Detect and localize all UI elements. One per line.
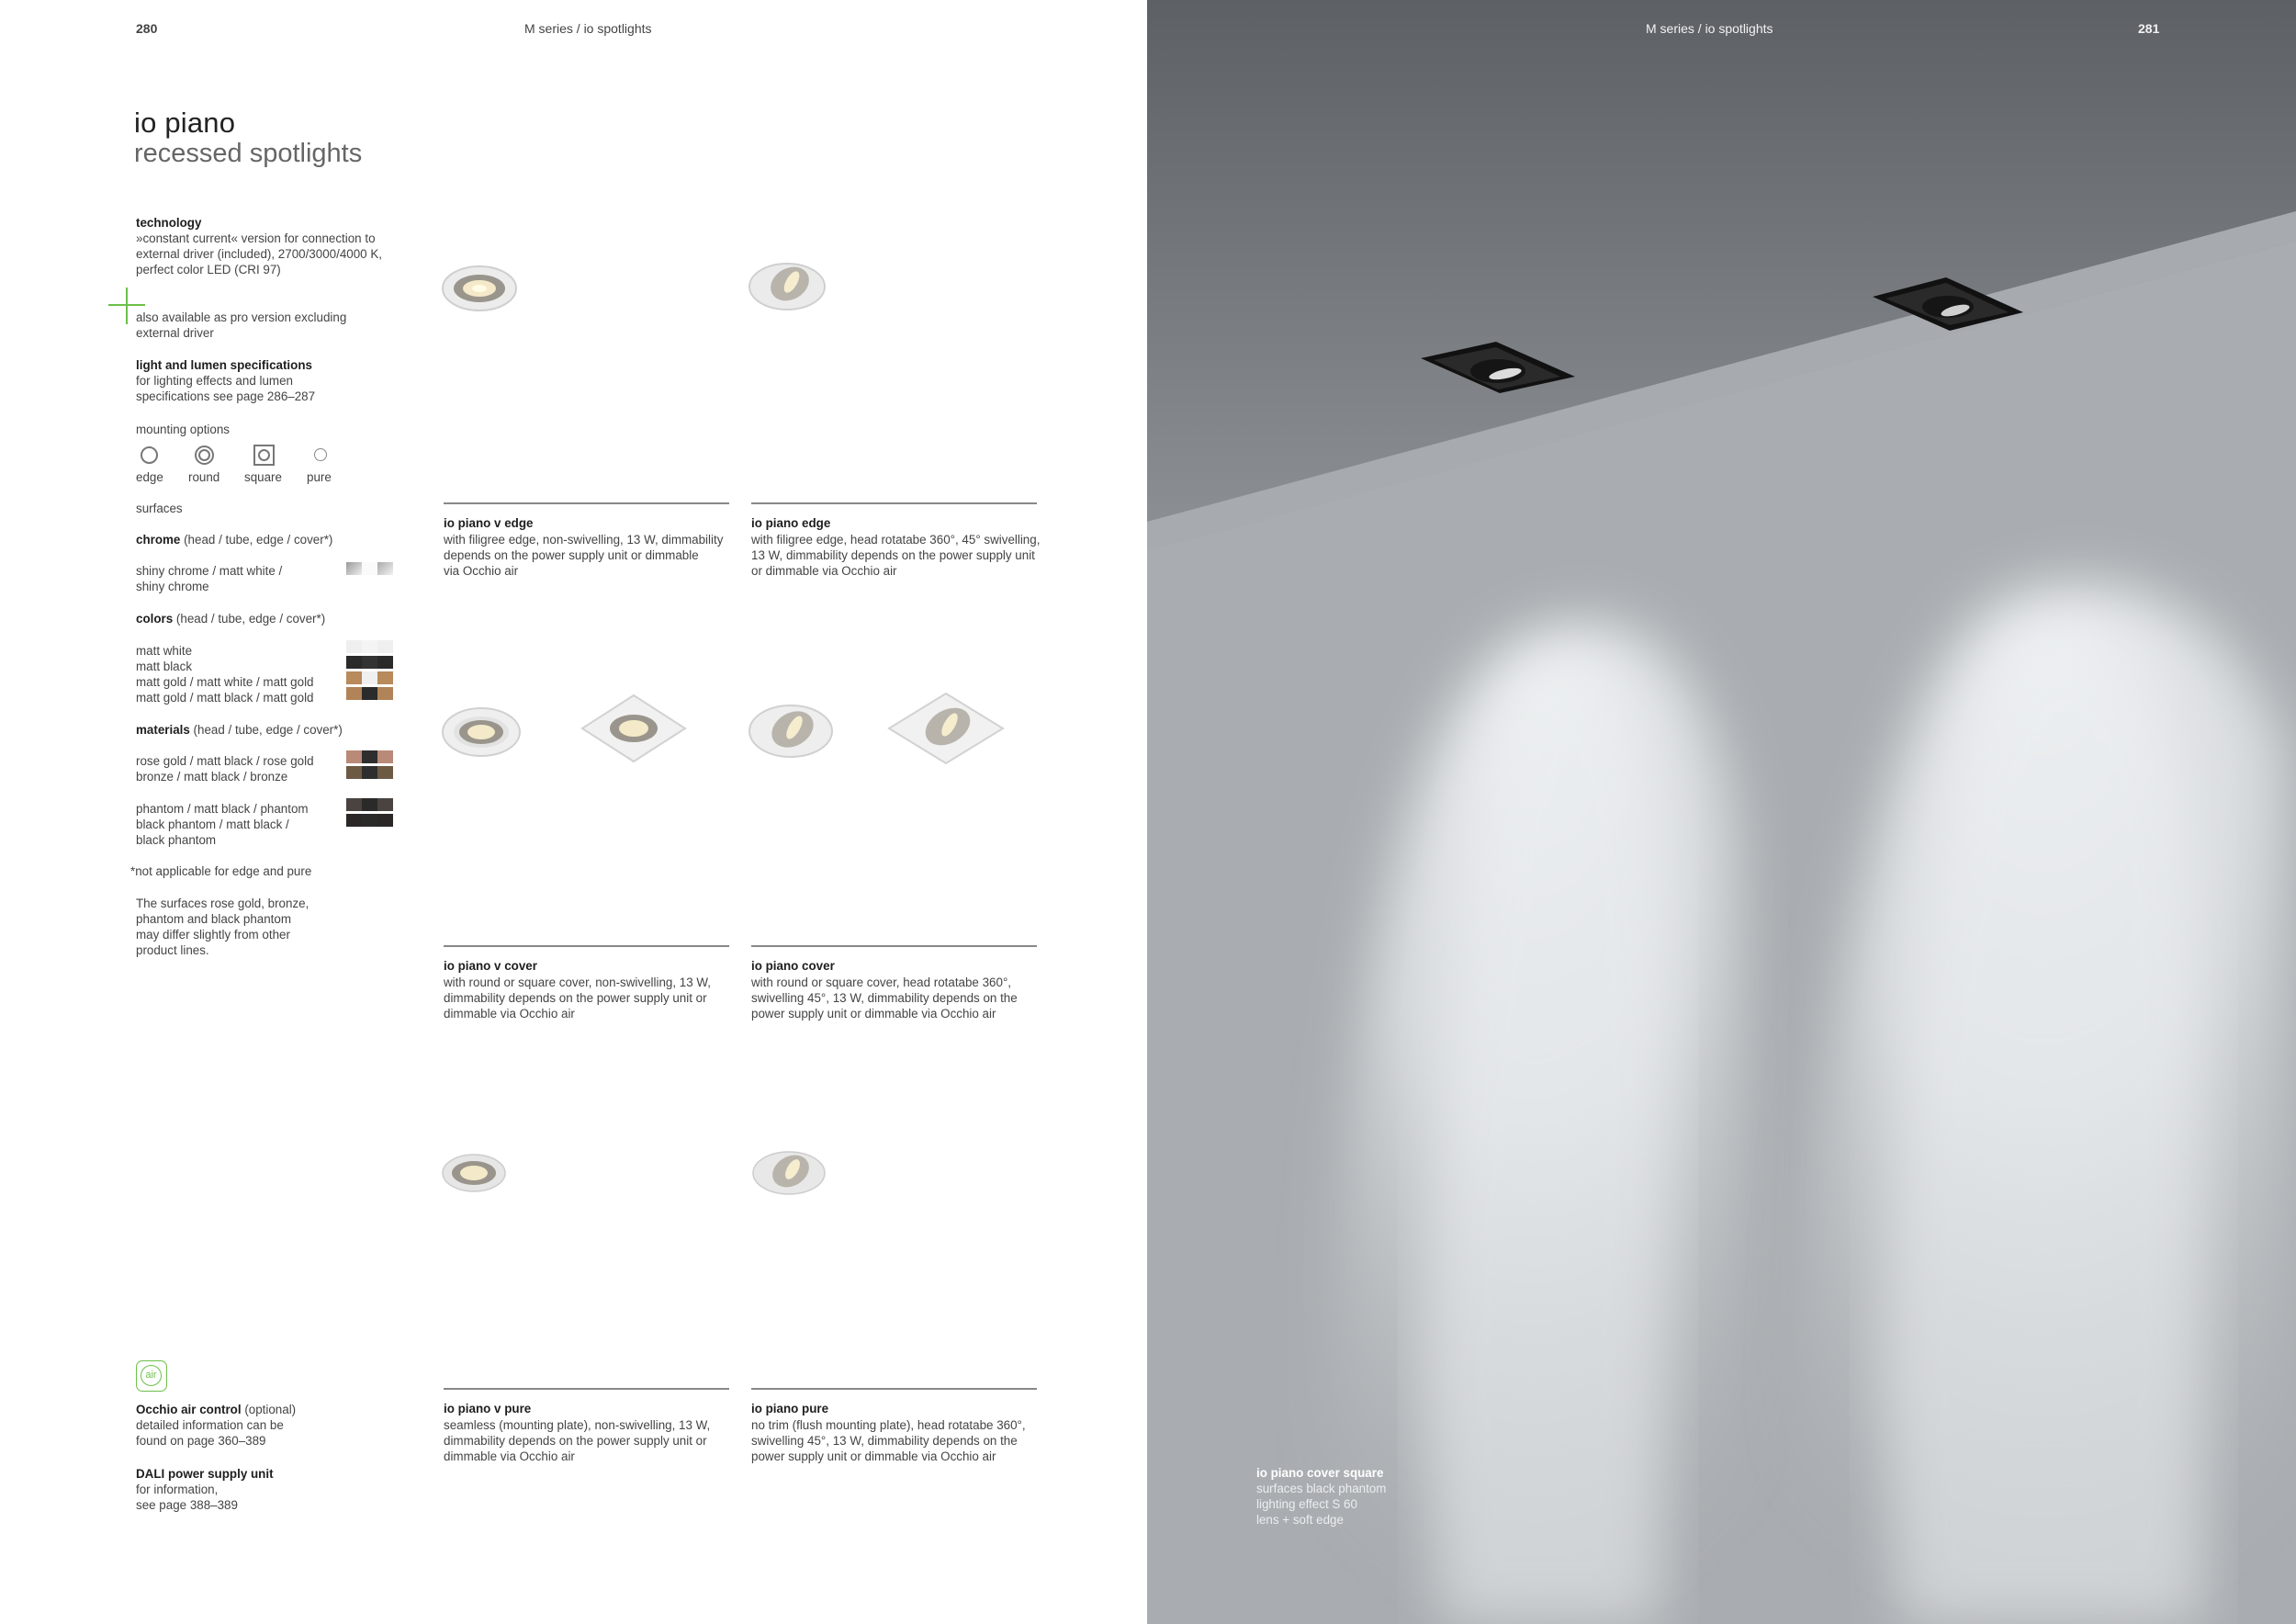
chrome-heading <box>136 532 332 547</box>
swatch-chrome <box>377 562 393 575</box>
product-desc-line: depends on the power supply unit or dimmable <box>444 548 699 562</box>
running-header-right: M series / io spotlights <box>1646 21 1773 36</box>
product-divider <box>751 502 1037 504</box>
product-title-edge: io piano edge <box>751 516 831 530</box>
dali-line: see page 388–389 <box>136 1498 238 1512</box>
right-page-photo <box>1147 0 2296 1624</box>
product-desc-edge <box>751 532 1059 579</box>
product-desc-line: dimmable via Occhio air <box>444 1007 575 1021</box>
color-line: matt black <box>136 660 193 673</box>
technology-section <box>136 215 411 277</box>
product-desc-v-cover <box>444 975 751 1021</box>
swatch-matt-white <box>346 640 362 653</box>
page-title: io piano <box>134 107 236 139</box>
mount-pure-icon <box>314 448 327 461</box>
materials-group-2 <box>136 801 309 848</box>
colors-desc <box>136 643 314 705</box>
dali-line: for information, <box>136 1483 219 1496</box>
page-subtitle: recessed spotlights <box>134 139 363 168</box>
dali-section <box>136 1466 375 1513</box>
colors-heading <box>136 611 325 626</box>
swatch-phantom <box>377 798 393 811</box>
product-title-pure: io piano pure <box>751 1402 829 1415</box>
product-divider <box>751 945 1037 947</box>
product-desc-line: power supply unit or dimmable via Occhio air <box>751 1007 996 1021</box>
lamp-v-edge-image <box>441 265 518 312</box>
note-line: phantom and black phantom <box>136 912 291 926</box>
light-specs-line: for lighting effects and lumen <box>136 374 293 388</box>
caption-line: lighting effect S 60 <box>1256 1497 1357 1511</box>
note-line: product lines. <box>136 943 209 957</box>
swatch-black-phantom <box>346 814 362 827</box>
swatch-bronze <box>377 766 393 779</box>
product-divider <box>751 1388 1037 1390</box>
swatch-matt-gold <box>377 687 393 700</box>
technology-line: perfect color LED (CRI 97) <box>136 263 281 276</box>
product-title-v-cover: io piano v cover <box>444 959 537 973</box>
mount-square-label: square <box>244 470 282 484</box>
lamp-v-cover-round-image <box>441 706 522 758</box>
pro-version-note <box>136 310 411 341</box>
photo-caption <box>1256 1465 1386 1528</box>
surfaces-footnote: *not applicable for edge and pure <box>130 864 312 878</box>
swatch-matt-gold <box>377 671 393 684</box>
swatch-matt-black <box>362 750 377 763</box>
mounting-options-label: mounting options <box>136 423 230 436</box>
chrome-line: shiny chrome / matt white / <box>136 564 283 578</box>
materials-sub: (head / tube, edge / cover*) <box>189 723 343 737</box>
material-line: bronze / matt black / bronze <box>136 770 288 784</box>
colors-label: colors <box>136 612 174 626</box>
page-number-left: 280 <box>136 21 158 36</box>
product-divider <box>444 1388 729 1390</box>
product-desc-pure <box>751 1417 1059 1464</box>
product-desc-v-edge <box>444 532 751 579</box>
product-desc-line: with round or square cover, head rotatabe 360°, <box>751 976 1012 989</box>
chrome-desc <box>136 563 282 594</box>
caption-title: io piano cover square <box>1256 1466 1384 1480</box>
mount-round-icon <box>195 445 214 465</box>
product-desc-line: or dimmable via Occhio air <box>751 564 897 578</box>
product-desc-line: with filigree edge, head rotatabe 360°, 45° swivelling, <box>751 533 1041 547</box>
color-line: matt gold / matt white / matt gold <box>136 675 314 689</box>
swatch-matt-black <box>377 656 393 669</box>
mount-pure-label: pure <box>307 470 332 484</box>
surfaces-note <box>136 896 309 958</box>
product-desc-line: swivelling 45°, 13 W, dimmability depends on the <box>751 991 1018 1005</box>
product-desc-line: seamless (mounting plate), non-swivelling, 13 W, <box>444 1418 711 1432</box>
swatch-matt-black <box>362 798 377 811</box>
swatch-rose-gold <box>377 750 393 763</box>
chrome-sub: (head / tube, edge / cover*) <box>180 533 333 547</box>
material-line: black phantom <box>136 833 217 847</box>
product-desc-line: dimmable via Occhio air <box>444 1449 575 1463</box>
pro-note-line: external driver <box>136 326 214 340</box>
light-specs-label: light and lumen specifications <box>136 358 312 372</box>
surfaces-label: surfaces <box>136 502 183 515</box>
material-line: rose gold / matt black / rose gold <box>136 754 314 768</box>
swatch-matt-black <box>362 687 377 700</box>
product-desc-line: with round or square cover, non-swivelling, 13 W, <box>444 976 712 989</box>
product-desc-line: dimmability depends on the power supply unit or <box>444 991 707 1005</box>
chrome-label: chrome <box>136 533 181 547</box>
product-desc-line: swivelling 45°, 13 W, dimmability depends on the <box>751 1434 1018 1448</box>
product-desc-line: via Occhio air <box>444 564 519 578</box>
air-line: found on page 360–389 <box>136 1434 266 1448</box>
product-desc-line: no trim (flush mounting plate), head rotatabe 360°, <box>751 1418 1026 1432</box>
color-line: matt gold / matt black / matt gold <box>136 691 314 705</box>
air-control-label: Occhio air control <box>136 1403 242 1416</box>
mount-round-label: round <box>188 470 220 484</box>
note-line: may differ slightly from other <box>136 928 290 942</box>
material-line: phantom / matt black / phantom <box>136 802 309 816</box>
technology-line: external driver (included), 2700/3000/4000 K, <box>136 247 382 261</box>
swatch-matt-gold <box>346 687 362 700</box>
caption-line: lens + soft edge <box>1256 1513 1344 1527</box>
product-desc-line: 13 W, dimmability depends on the power supply unit <box>751 548 1035 562</box>
crosshair-mark-v <box>126 288 128 324</box>
swatch-matt-gold <box>346 671 362 684</box>
swatch-phantom <box>346 798 362 811</box>
air-control-sub: (optional) <box>241 1403 297 1416</box>
chrome-line: shiny chrome <box>136 580 209 593</box>
air-icon-text: air <box>141 1365 162 1386</box>
swatch-matt-black <box>362 814 377 827</box>
swatch-matt-black <box>362 656 377 669</box>
pro-note-line: also available as pro version excluding <box>136 310 347 324</box>
dali-label: DALI power supply unit <box>136 1467 274 1481</box>
ceiling-light-photo <box>1147 0 2296 1624</box>
product-desc-line: with filigree edge, non-swivelling, 13 W, dimmability <box>444 533 724 547</box>
color-line: matt white <box>136 644 193 658</box>
swatch-chrome <box>346 562 362 575</box>
lamp-v-cover-square-image <box>579 694 689 763</box>
technology-line: »constant current« version for connection to <box>136 231 376 245</box>
technology-label: technology <box>136 216 202 230</box>
swatch-matt-black <box>362 766 377 779</box>
mount-edge-label: edge <box>136 470 163 484</box>
material-line: black phantom / matt black / <box>136 818 289 831</box>
lamp-v-pure-image <box>441 1153 507 1193</box>
materials-label: materials <box>136 723 190 737</box>
light-specs-section <box>136 357 411 404</box>
running-header-left: M series / io spotlights <box>524 21 652 36</box>
product-title-v-edge: io piano v edge <box>444 516 534 530</box>
product-divider <box>444 502 729 504</box>
product-title-cover: io piano cover <box>751 959 835 973</box>
air-control-section <box>136 1402 375 1449</box>
product-title-v-pure: io piano v pure <box>444 1402 532 1415</box>
page-number-right: 281 <box>2138 21 2160 36</box>
light-specs-line: specifications see page 286–287 <box>136 389 316 403</box>
swatch-matt-black <box>346 656 362 669</box>
product-desc-v-pure <box>444 1417 751 1464</box>
swatch-matt-white <box>362 671 377 684</box>
swatch-matt-white <box>377 640 393 653</box>
air-line: detailed information can be <box>136 1418 284 1432</box>
materials-group-1 <box>136 753 314 784</box>
caption-line: surfaces black phantom <box>1256 1482 1387 1495</box>
materials-heading <box>136 722 343 738</box>
swatch-matt-white <box>362 640 377 653</box>
colors-sub: (head / tube, edge / cover*) <box>173 612 326 626</box>
swatch-bronze <box>346 766 362 779</box>
note-line: The surfaces rose gold, bronze, <box>136 897 310 910</box>
mount-square-icon <box>253 445 275 466</box>
product-desc-line: power supply unit or dimmable via Occhio air <box>751 1449 996 1463</box>
product-desc-line: dimmability depends on the power supply unit or <box>444 1434 707 1448</box>
mount-edge-icon <box>141 446 158 464</box>
lamp-pure-image <box>751 1150 827 1196</box>
product-divider <box>444 945 729 947</box>
swatch-rose-gold <box>346 750 362 763</box>
lamp-cover-square-image <box>885 692 1007 765</box>
swatch-black-phantom <box>377 814 393 827</box>
product-desc-cover <box>751 975 1059 1021</box>
lamp-cover-round-image <box>748 704 834 759</box>
left-page <box>0 0 1147 1624</box>
swatch-chrome <box>362 562 377 575</box>
air-icon <box>136 1360 167 1392</box>
lamp-edge-image <box>748 262 827 311</box>
